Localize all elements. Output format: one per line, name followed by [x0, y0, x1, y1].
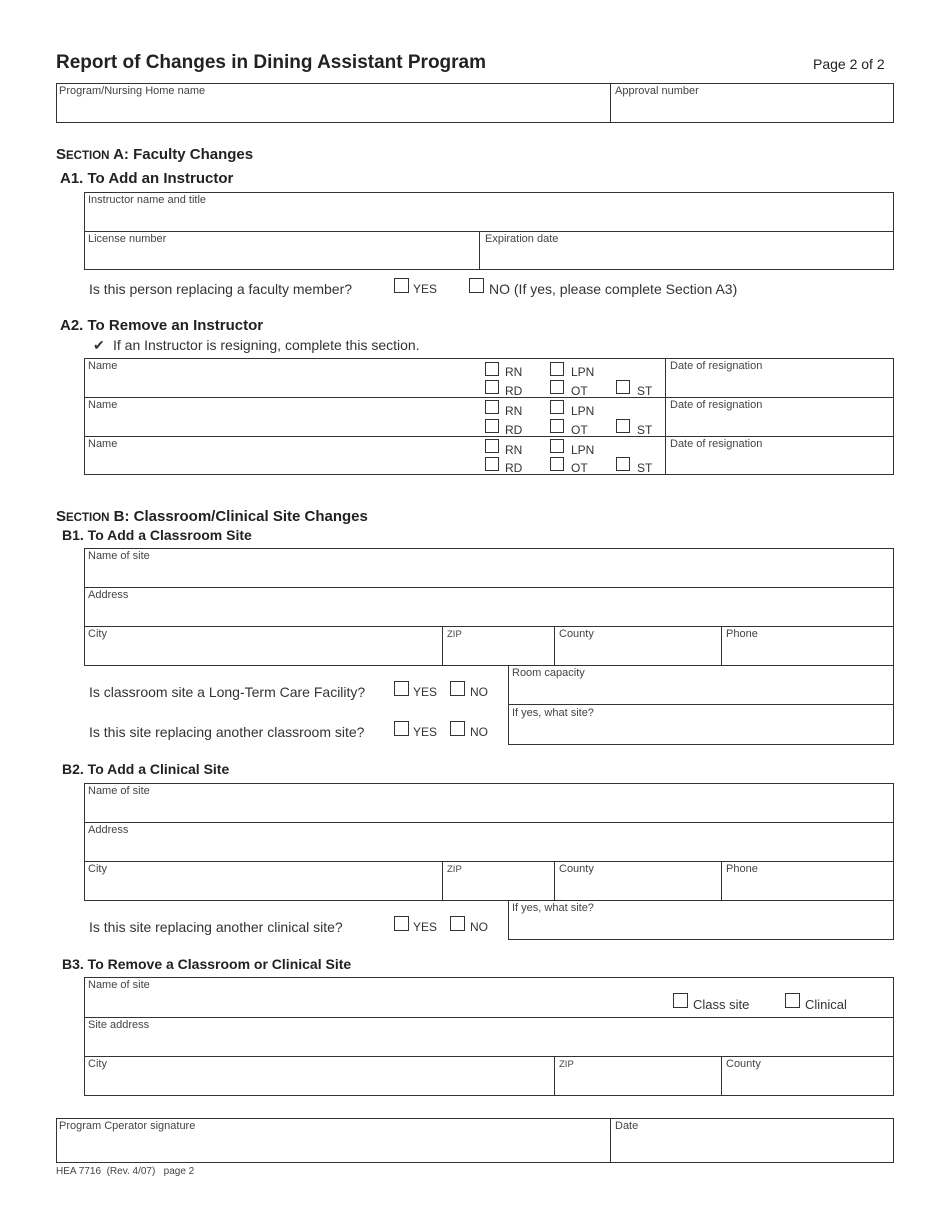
- b1-site-name-field[interactable]: [84, 548, 894, 588]
- lpn-checkbox-1[interactable]: [550, 362, 564, 376]
- b2-heading: B2. To Add a Clinical Site: [62, 761, 230, 777]
- rd-label-2: RD: [505, 423, 523, 437]
- st-label-2: ST: [637, 423, 653, 437]
- form-id: HEA 7716 (Rev. 4/07) page 2: [56, 1166, 195, 1177]
- b1-city-field[interactable]: [84, 626, 443, 666]
- b2-city-label: City: [88, 863, 107, 875]
- ot-label-3: OT: [571, 461, 588, 475]
- ltc-no-checkbox[interactable]: [450, 681, 465, 696]
- b1-zip-label: ZIP: [447, 629, 462, 640]
- b2-site-name-field[interactable]: [84, 783, 894, 823]
- b2-site-name-label: Name of site: [88, 785, 150, 797]
- lpn-label-1: LPN: [571, 365, 595, 379]
- rn-checkbox-1[interactable]: [485, 362, 499, 376]
- clinical-checkbox[interactable]: [785, 993, 800, 1008]
- b3-site-address-field[interactable]: [84, 1017, 894, 1057]
- b1-phone-label: Phone: [726, 628, 758, 640]
- instructor-name-label: Instructor name and title: [88, 194, 207, 206]
- b2-address-field[interactable]: [84, 822, 894, 862]
- b1-address-field[interactable]: [84, 587, 894, 627]
- ot-label-1: OT: [571, 384, 588, 398]
- rn-label-1: RN: [505, 365, 523, 379]
- replace-faculty-question: Is this person replacing a faculty member?: [89, 281, 353, 297]
- st-label-1: ST: [637, 384, 653, 398]
- b1-heading: B1. To Add a Classroom Site: [62, 527, 252, 543]
- a2-note: If an Instructor is resigning, complete this section.: [113, 337, 420, 353]
- clinical-label: Clinical: [805, 997, 847, 1012]
- lpn-checkbox-2[interactable]: [550, 400, 564, 414]
- replace-clinical-yes-checkbox[interactable]: [394, 916, 409, 931]
- b3-zip-field[interactable]: [554, 1056, 722, 1096]
- rd-checkbox-1[interactable]: [485, 380, 499, 394]
- approval-number-label: Approval number: [615, 85, 699, 97]
- page-title: Report of Changes in Dining Assistant Program: [56, 52, 487, 73]
- replace-clinical-no-checkbox[interactable]: [450, 916, 465, 931]
- replace-classroom-question: Is this site replacing another classroom site?: [89, 724, 365, 740]
- ot-label-2: OT: [571, 423, 588, 437]
- ot-checkbox-3[interactable]: [550, 457, 564, 471]
- st-checkbox-1[interactable]: [616, 380, 630, 394]
- lpn-label-2: LPN: [571, 404, 595, 418]
- expiration-date-label: Expiration date: [485, 233, 559, 245]
- remove-name-label-3: Name: [88, 438, 118, 450]
- check-icon: ✔: [93, 337, 105, 353]
- b2-zip-label: ZIP: [447, 864, 462, 875]
- class-site-checkbox[interactable]: [673, 993, 688, 1008]
- replace-no-label: NO (If yes, please complete Section A3): [489, 281, 738, 297]
- ltc-question: Is classroom site a Long-Term Care Facility?: [89, 684, 366, 700]
- b1-if-yes-label: If yes, what site?: [512, 707, 594, 719]
- resignation-date-label-3: Date of resignation: [670, 438, 763, 450]
- ot-checkbox-1[interactable]: [550, 380, 564, 394]
- remove-name-label-1: Name: [88, 360, 118, 372]
- rn-checkbox-2[interactable]: [485, 400, 499, 414]
- b1-address-label: Address: [88, 589, 129, 601]
- rd-label-1: RD: [505, 384, 523, 398]
- a1-heading: A1. To Add an Instructor: [60, 170, 234, 187]
- b2-county-label: County: [559, 863, 594, 875]
- replace-yes-label: YES: [413, 282, 438, 296]
- license-number-label: License number: [88, 233, 167, 245]
- rd-checkbox-2[interactable]: [485, 419, 499, 433]
- section-a-heading: SECTION A: Faculty Changes: [56, 146, 254, 163]
- b3-city-label: City: [88, 1058, 107, 1070]
- signature-date-label: Date: [615, 1120, 639, 1132]
- room-capacity-label: Room capacity: [512, 667, 585, 679]
- st-label-3: ST: [637, 461, 653, 475]
- replace-classroom-yes-label: YES: [413, 725, 438, 739]
- resignation-date-label-1: Date of resignation: [670, 360, 763, 372]
- replace-classroom-no-label: NO: [470, 725, 488, 739]
- b3-zip-label: ZIP: [559, 1059, 574, 1070]
- b3-heading: B3. To Remove a Classroom or Clinical Site: [62, 956, 352, 972]
- rn-checkbox-3[interactable]: [485, 439, 499, 453]
- b3-county-label: County: [726, 1058, 761, 1070]
- b3-site-address-label: Site address: [88, 1019, 150, 1031]
- remove-name-label-2: Name: [88, 399, 118, 411]
- b3-site-name-label: Name of site: [88, 979, 150, 991]
- program-name-label: Program/Nursing Home name: [59, 85, 206, 97]
- a2-heading: A2. To Remove an Instructor: [60, 317, 264, 334]
- ot-checkbox-2[interactable]: [550, 419, 564, 433]
- resignation-date-label-2: Date of resignation: [670, 399, 763, 411]
- b3-site-name-field[interactable]: [84, 977, 894, 1018]
- b2-city-field[interactable]: [84, 861, 443, 901]
- st-checkbox-3[interactable]: [616, 457, 630, 471]
- page-number: Page 2 of 2: [813, 56, 885, 72]
- ltc-yes-label: YES: [413, 685, 438, 699]
- ltc-yes-checkbox[interactable]: [394, 681, 409, 696]
- replace-classroom-no-checkbox[interactable]: [450, 721, 465, 736]
- b2-address-label: Address: [88, 824, 129, 836]
- replace-clinical-yes-label: YES: [413, 920, 438, 934]
- replace-classroom-yes-checkbox[interactable]: [394, 721, 409, 736]
- b3-city-field[interactable]: [84, 1056, 555, 1096]
- class-site-label: Class site: [693, 997, 750, 1012]
- section-b-heading: SECTION B: Classroom/Clinical Site Changes: [56, 508, 368, 525]
- b2-if-yes-label: If yes, what site?: [512, 902, 594, 914]
- b1-county-label: County: [559, 628, 594, 640]
- replace-clinical-question: Is this site replacing another clinical site?: [89, 919, 343, 935]
- b1-city-label: City: [88, 628, 107, 640]
- b1-site-name-label: Name of site: [88, 550, 150, 562]
- rn-label-3: RN: [505, 443, 523, 457]
- replace-no-checkbox[interactable]: [469, 278, 484, 293]
- replace-clinical-no-label: NO: [470, 920, 488, 934]
- lpn-checkbox-3[interactable]: [550, 439, 564, 453]
- rd-checkbox-3[interactable]: [485, 457, 499, 471]
- rn-label-2: RN: [505, 404, 523, 418]
- replace-yes-checkbox[interactable]: [394, 278, 409, 293]
- st-checkbox-2[interactable]: [616, 419, 630, 433]
- signature-date-field[interactable]: [610, 1118, 894, 1163]
- operator-signature-label: Program Cperator signature: [59, 1120, 196, 1132]
- rd-label-3: RD: [505, 461, 523, 475]
- b2-phone-label: Phone: [726, 863, 758, 875]
- ltc-no-label: NO: [470, 685, 488, 699]
- lpn-label-3: LPN: [571, 443, 595, 457]
